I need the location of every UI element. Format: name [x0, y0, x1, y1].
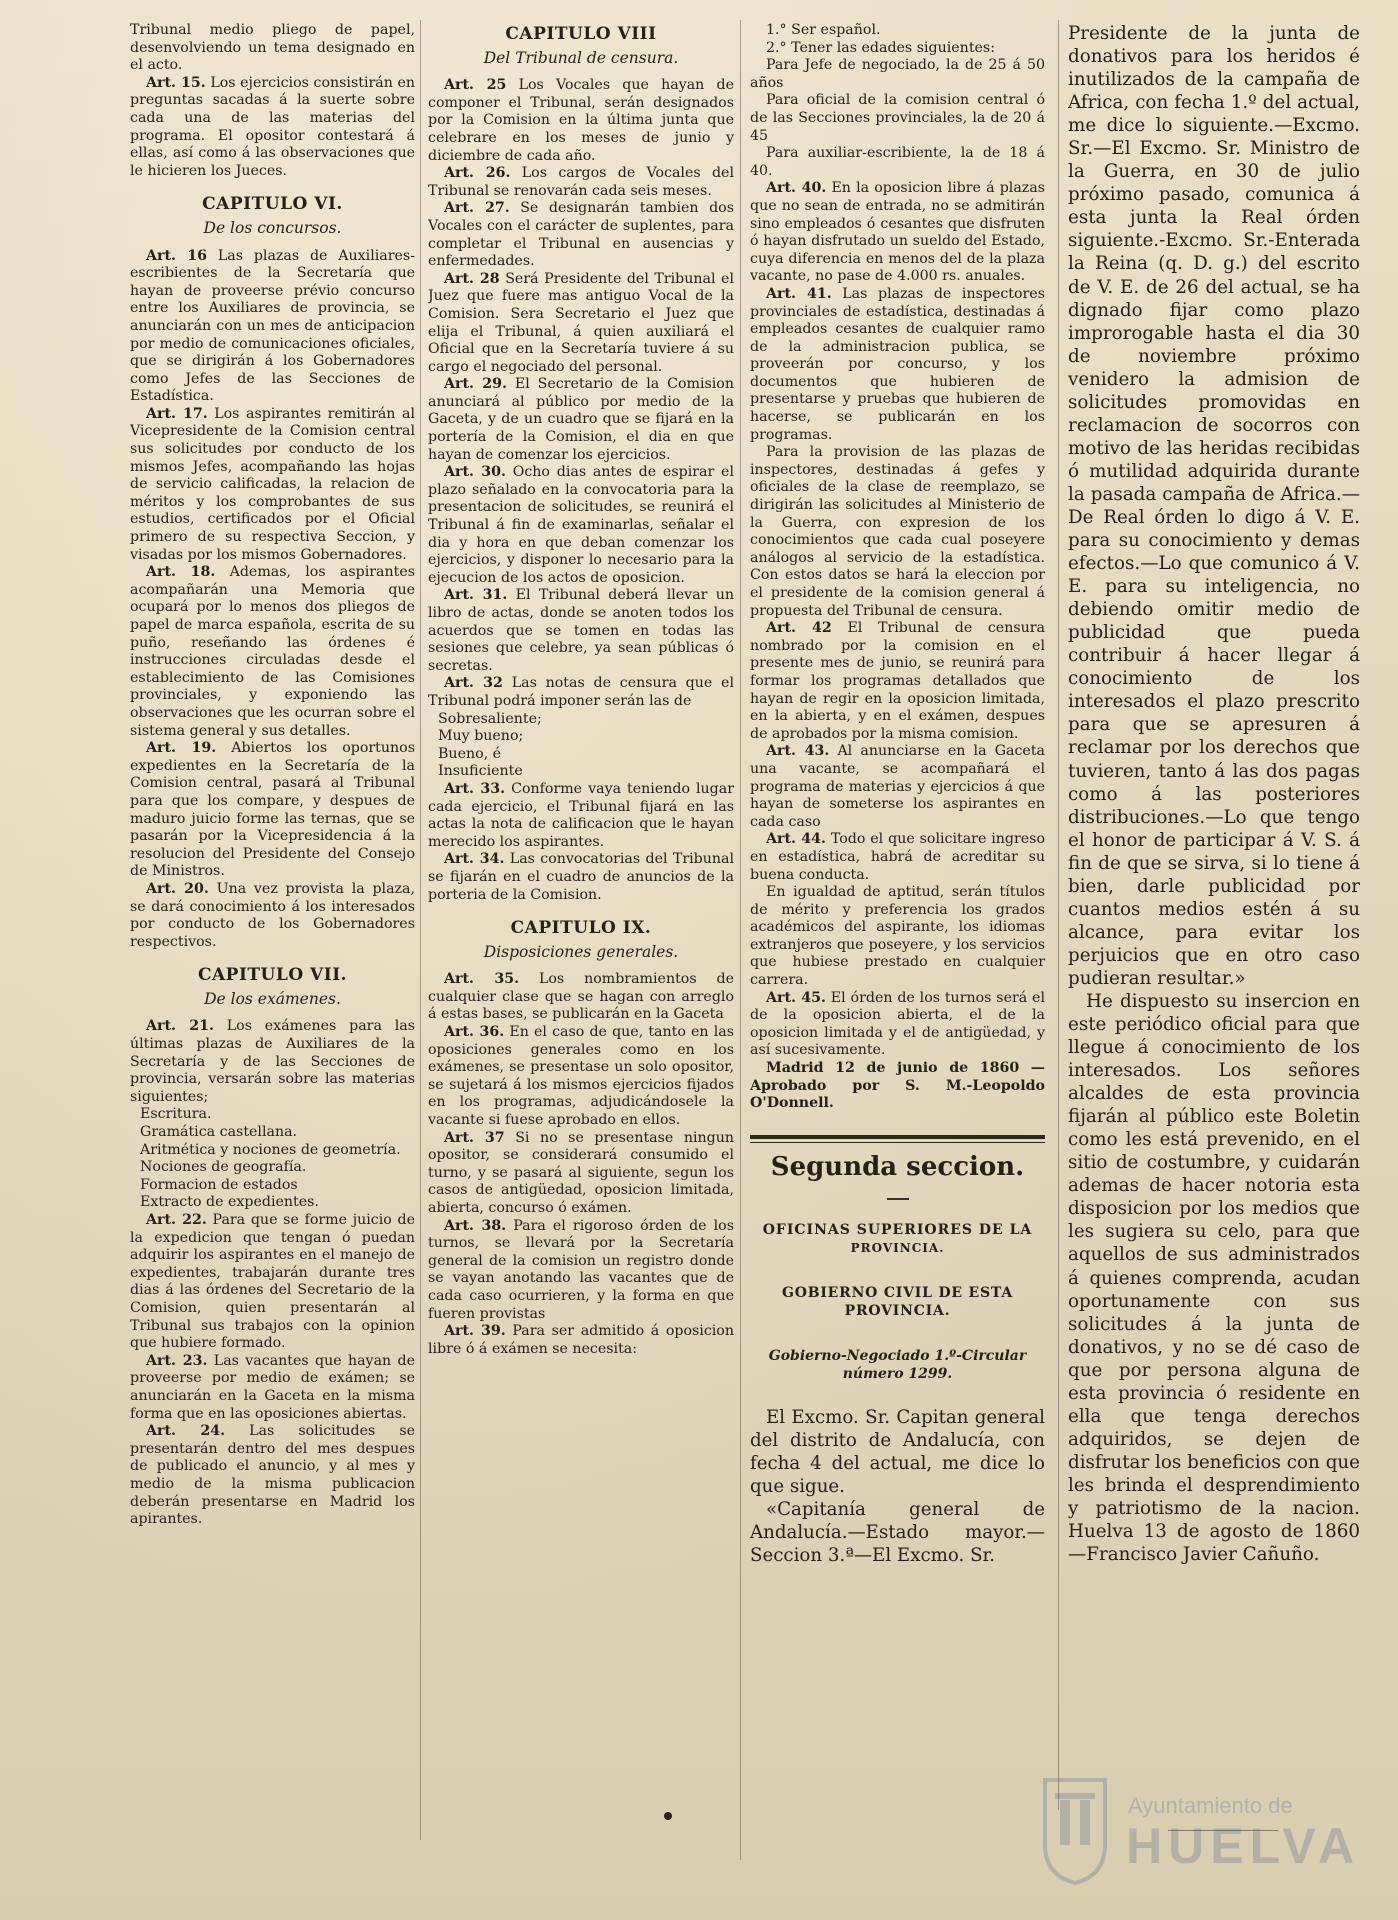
- art37-paragraph: [428, 1130, 734, 1218]
- dash-divider: [750, 1188, 1045, 1206]
- art18-label: Art. 18.: [146, 564, 216, 581]
- art45-label: Art. 45.: [766, 989, 826, 1006]
- col4-continued-paragraph: Presidente de la junta de donativos para los heridos é inutilizados de la campaña de Africa, con fecha 1.º del actual, me dice lo siguiente.—Excmo. Sr.—El Excmo. Sr. Ministro de la Guerra, en 30 de julio próximo pasado, comunica á esta junta la Real órden siguiente.-Excmo. Sr.-Enterada la Reina (q. D. g.) del escrito de V. E. de 26 del actual, se ha dignado fijar como plazo improrogable hasta el dia 30 de noviembre próximo venidero la admision de solicitudes promovidas en reclamacion de socorros con motivo de las heridas recibidas ó mutilidad adquirida durante la pasada campaña de Africa.—De Real órden lo digo á V. E. para su conocimiento y demas efectos.—Lo que comunico á V. E. para su inteligencia, no debiendo omitir medio de publicidad que pueda contribuir á hacer llegar á conocimiento de los interesados el plazo prescrito para que se apresuren á reclamar por los derechos que tuvieren, tanto á las dos pagas como á las posteriores distribuciones.—Lo que tengo el honor de participar á V. S. á fin de que se sirva, si lo tiene á bien, darle publicidad por cuantos medios estén á su alcance, para evitar los perjuicios que en otro caso pudieran resultar.»: [1068, 23, 1360, 989]
- chapter-8-subtitle: Del Tribunal de censura.: [483, 48, 679, 67]
- col1-top-paragraph: Tribunal medio pliego de papel, desenvolviendo un tema designado en el acto.: [130, 22, 415, 74]
- art23-text: Las vacantes que hayan de proveerse por medio de exámen; se anunciarán en la Gaceta en la misma forma que en las oposiciones abiertas.: [130, 1352, 415, 1422]
- shield-icon: [1040, 1775, 1110, 1885]
- end-rule: [1168, 1830, 1278, 1831]
- art27-text: Se designarán tambien dos Vocales con el carácter de suplentes, para completar el Tribunal en ausencias y enfermedades.: [428, 200, 734, 270]
- age-requirement: Para Jefe de negociado, la de 25 á 50 años: [750, 57, 1045, 91]
- art27-paragraph: [428, 200, 734, 270]
- art32-label: Art. 32: [444, 675, 503, 692]
- art16-paragraph: [130, 248, 415, 406]
- art39-label: Art. 39.: [444, 1323, 506, 1340]
- age-requirement: Para oficial de la comision central ó de las Secciones provinciales, la de 20 á 45: [750, 92, 1045, 144]
- censure-grades-list: [428, 711, 734, 781]
- art41-text: Las plazas de inspectores provinciales de estadística, destinadas á empleados cesantes de cualquier ramo de la administracion publica, se proveerán por concurso, y los documentos que hubieren de presentarse y pruebas que hubieren de hacerse, se publicarán en los programas.: [750, 285, 1045, 443]
- col4-closing-paragraph: He dispuesto su insercion en este periódico oficial para que llegue á conocimiento de los interesados. Los señores alcaldes de esta provincia fijarán al público este Boletin como les está prevenido, en el sitio de costumbre, y cuidarán ademas de hacer notoria esta disposicion por los medios que les sugiera su celo, para que aquellos de sus administrados á quienes comprenda, acudan oportunamente con sus solicitudes á la junta de donativos, y no se dé caso de que por persona alguna de esta provincia ó residente en ella que tenga derechos adquiridos, se dejen de disfrutar los beneficios con que les brinda el desprendimiento y patriotismo de la nacion. Huelva 13 de agosto de 1860 —Francisco Javier Cañuño.: [1068, 990, 1360, 1566]
- art34-paragraph: [428, 851, 734, 904]
- column-divider: [420, 20, 421, 1840]
- art22-label: Art. 22.: [146, 1212, 207, 1228]
- circular-quote: «Capitanía general de Andalucía.—Estado mayor.—Seccion 3.ª—El Excmo. Sr.: [750, 1498, 1045, 1566]
- art43-paragraph: [750, 743, 1045, 831]
- art33-label: Art. 33.: [444, 780, 506, 797]
- list-item: Nociones de geografía.: [140, 1159, 307, 1176]
- art27-label: Art. 27.: [444, 200, 510, 217]
- list-item: Escritura.: [140, 1106, 212, 1123]
- art24-text: Las solicitudes se presentarán dentro del mes despues de publicado el anuncio, y al mes y medio de la misma publicacion deberán presentarse en Madrid los apirantes.: [130, 1423, 415, 1528]
- list-item: Extracto de expedientes.: [140, 1194, 319, 1211]
- art38-paragraph: [428, 1218, 734, 1324]
- art29-paragraph: [428, 376, 734, 464]
- column-divider: [1058, 20, 1059, 1810]
- art29-label: Art. 29.: [444, 376, 507, 393]
- provision-paragraph: Para la provision de las plazas de inspectores, destinadas á gefes y oficiales de la clase de reemplazo, se dirigirán las solicitudes al Ministerio de la Guerra, con expresion de los conocimientos que cada cual poseyere análogos al servicio de la estadística. Con estos datos se hará la eleccion por el presidente de la comision general á propuesta del Tribunal de censura.: [750, 444, 1045, 619]
- art42-paragraph: [750, 620, 1045, 743]
- circular-number: Gobierno-Negociado 1.º-Circular número 1299.: [768, 1348, 1027, 1382]
- exam-subjects-list: [130, 1106, 415, 1212]
- column-4: [1068, 22, 1360, 1566]
- art45-text: El órden de los turnos será el de la oposicion abierta, el de la oposicion limitada y el de antigüedad, y así sucesivamente.: [750, 989, 1045, 1059]
- art40-text: En la oposicion libre á plazas que no sean de entrada, no se admitirán sino empleados ó cesantes que disfruten ó hayan disfrutado un sueldo del Estado, cuya diferencia en menos del de la plaza vacante, no pase de 4.000 rs. anuales.: [750, 180, 1045, 285]
- art19-paragraph: [130, 740, 415, 881]
- art20-paragraph: [130, 881, 415, 951]
- art43-text: Al anunciarse en la Gaceta una vacante, se acompañará el programa de materias y ejercicios á que hayan de someterse los aspirantes en cada caso: [750, 743, 1045, 830]
- art28-text: Será Presidente del Tribunal el Juez que fuere mas antiguo Vocal de la Comision. Sera Secretario el Juez que elija el Tribunal, á quien auxiliará el Oficial que en la Secretaría tuviere á su cargo el negociado del personal.: [428, 270, 734, 375]
- watermark-line1: Ayuntamiento de: [1128, 1793, 1293, 1818]
- art19-label: Art. 19.: [146, 740, 217, 757]
- art30-label: Art. 30.: [444, 464, 506, 481]
- art25-paragraph: [428, 77, 734, 165]
- watermark-line2: HUELVA: [1126, 1818, 1361, 1874]
- art33-paragraph: [428, 781, 734, 851]
- column-3: [750, 22, 1045, 1567]
- art21-label: Art. 21.: [146, 1018, 214, 1035]
- art35-paragraph: [428, 971, 734, 1024]
- equality-paragraph: En igualdad de aptitud, serán títulos de mérito y preferencia los grados académicos del aspirante, los idiomas extranjeros que poseyere, y los servicios que hubiese prestado en cualquier carrera.: [750, 884, 1045, 989]
- list-item: Gramática castellana.: [140, 1124, 298, 1141]
- section-title: Segunda seccion.: [770, 1151, 1025, 1182]
- art19-text: Abiertos los oportunos expedientes en la Secretaría de la Comision central, pasará al Tribunal para que los compare, y despues de maduro juicio forme las ternas, que se pasarán por la Vicepresidencia á la resolucion del Presidente del Consejo de Ministros.: [130, 740, 415, 880]
- art28-label: Art. 28: [444, 270, 500, 287]
- art20-text: Una vez provista la plaza, se dará conocimiento á los interesados por conducto de los Gobernadores respectivos.: [130, 880, 415, 950]
- art39-paragraph: [428, 1323, 734, 1358]
- column-1: [130, 22, 415, 1529]
- art34-label: Art. 34.: [444, 851, 505, 868]
- art15-label: Art. 15.: [146, 74, 206, 91]
- art35-label: Art. 35.: [444, 971, 520, 988]
- art37-label: Art. 37: [444, 1129, 505, 1146]
- art26-text: Los cargos de Vocales del Tribunal se renovarán cada seis meses.: [428, 165, 734, 199]
- list-item: Formacion de estados: [140, 1176, 298, 1193]
- list-item: Insuficiente: [438, 763, 523, 780]
- list-item: Muy bueno;: [438, 728, 524, 745]
- art32-text: Las notas de censura que el Tribunal podrá imponer serán las de: [428, 675, 734, 709]
- art40-label: Art. 40.: [766, 180, 827, 197]
- requirement-2: 2.° Tener las edades siguientes:: [766, 39, 995, 56]
- art24-label: Art. 24.: [146, 1423, 226, 1440]
- art38-text: Para el rigoroso órden de los turnos, se llevará por la Secretaría general de la comision un registro donde se vayan anotando las vacantes que de cada caso ocurrieren, y la forma en que fueren provistas: [428, 1217, 734, 1322]
- chapter-7-subtitle: De los exámenes.: [204, 989, 341, 1008]
- chapter-6-title: CAPITULO VI.: [202, 194, 343, 215]
- chapter-7-title: CAPITULO VII.: [197, 965, 348, 986]
- art43-label: Art. 43.: [766, 743, 830, 760]
- art23-label: Art. 23.: [146, 1352, 208, 1369]
- art30-paragraph: [428, 464, 734, 587]
- art35-text: Los nombramientos de cualquier clase que se hagan con arreglo á estas bases, se publicarán en la Gaceta: [428, 971, 734, 1023]
- column-divider: [740, 20, 741, 1860]
- art38-label: Art. 38.: [444, 1217, 507, 1234]
- art42-text: El Tribunal de censura nombrado por la comision en el presente mes de junio, se reunirá para formar los programas detallados que hayan de regir en la oposicion limitada, en la abierta, y en el exámen, despues de aprobados por la misma comision.: [750, 620, 1045, 742]
- art32-paragraph: [428, 675, 734, 710]
- province-header: PROVINCIA.: [850, 1240, 945, 1255]
- art21-paragraph: [130, 1018, 415, 1106]
- art26-label: Art. 26.: [444, 165, 511, 182]
- art26-paragraph: [428, 165, 734, 200]
- art22-text: Para que se forme juicio de la expedicion que tengan ó puedan adquirir los aspirantes en el manejo de expedientes, trabajarán durante tres dias á las órdenes del Secretario de la Comision, quien presentarán al Tribunal sus trabajos con la opinion que hubiere formado.: [130, 1212, 415, 1352]
- chapter-8-title: CAPITULO VIII: [505, 24, 657, 44]
- art39-text: Para ser admitido á oposicion libre ó á exámen se necesita:: [428, 1323, 734, 1357]
- art40-paragraph: [750, 180, 1045, 286]
- art25-label: Art. 25: [444, 77, 507, 94]
- art44-label: Art. 44.: [766, 831, 826, 848]
- art16-label: Art. 16: [146, 247, 207, 264]
- art30-text: Ocho dias antes de espirar el plazo señalado en la convocatoria para la presentacion de solicitudes, se reunirá el Tribunal á fin de examinarlas, señalar el dia y hora en que deban comenzar los ejercicios, y disponer lo necesario para la ejecucion de los actos de oposicion.: [428, 464, 734, 586]
- art18-paragraph: [130, 564, 415, 740]
- art15-text: Los ejercicios consistirán en preguntas sacadas á la suerte sobre cada una de las materias del programa. El opositor contestará á ellas, así como á las observaciones que le hicieren los Jueces.: [130, 74, 415, 179]
- offices-header: OFICINAS SUPERIORES DE LA: [762, 1222, 1033, 1238]
- art21-text: Los exámenes para las últimas plazas de Auxiliares de la Secretaría y de las Secciones de provincia, versarán sobre las materias siguientes;: [130, 1018, 415, 1105]
- civil-government-header: GOBIERNO CIVIL DE ESTA PROVINCIA.: [781, 1285, 1014, 1319]
- art31-text: El Tribunal deberá llevar un libro de actas, donde se anoten todos los acuerdos que se tomen en todas las sesiones que celebre, ya sean públicas ó secretas.: [428, 587, 734, 674]
- chapter-9-subtitle: Disposiciones generales.: [483, 942, 679, 961]
- signature-line: Madrid 12 de junio de 1860 — Aprobado por S. M.-Leopoldo O'Donnell.: [750, 1060, 1045, 1112]
- page-bullet: [664, 1812, 672, 1820]
- art17-label: Art. 17.: [146, 405, 208, 422]
- art31-label: Art. 31.: [444, 587, 508, 604]
- art25-text: Los Vocales que hayan de componer el Tribunal, serán designados por la Comision en la última junta que celebrare en los meses de junio y diciembre de cada año.: [428, 77, 734, 164]
- art17-text: Los aspirantes remitirán al Vicepresidente de la Comision central sus solicitudes por conducto de los mismos Jefes, acompañando las hojas de servicio calificadas, la relacion de méritos y los comprobantes de sus estudios, certificados por el Oficial primero de su respectiva Seccion, y visadas por los mismos Gobernadores.: [130, 405, 415, 563]
- art22-paragraph: [130, 1212, 415, 1353]
- requirement-1: 1.° Ser español.: [766, 22, 881, 38]
- art20-label: Art. 20.: [146, 880, 209, 897]
- art16-text: Las plazas de Auxiliares-escribientes de la Secretaría que hayan de proveerse prévio concurso entre los Auxiliares de provincia, se anunciarán con un mes de anticipacion por medio de comunicaciones oficiales, que se dirigirán á los Gobernadores como Jefes de las Secciones de Estadística.: [130, 247, 415, 405]
- art17-paragraph: [130, 406, 415, 564]
- list-item: Sobresaliente;: [438, 710, 542, 727]
- art33-text: Conforme vaya teniendo lugar cada ejercicio, el Tribunal fijará en las actas la nota de calificacion que le hayan merecido los aspirantes.: [428, 780, 734, 850]
- art34-text: Las convocatorias del Tribunal se fijarán en el cuadro de anuncios de la porteria de la Comision.: [428, 851, 734, 903]
- art42-label: Art. 42: [766, 620, 832, 637]
- art37-text: Si no se presentase ningun opositor, se considerará consumido el turno, y se pasará al siguiente, segun los casos de antigüedad, oposicion limitada, abierta, concurso ó exámen.: [428, 1129, 734, 1216]
- art44-paragraph: [750, 831, 1045, 884]
- list-item: Bueno, é: [438, 745, 502, 762]
- list-item: Aritmética y nociones de geometría.: [140, 1141, 401, 1158]
- art36-label: Art. 36.: [444, 1024, 505, 1041]
- art41-paragraph: [750, 286, 1045, 444]
- art28-paragraph: [428, 271, 734, 377]
- watermark-logo: [1040, 1765, 1390, 1915]
- art24-paragraph: [130, 1423, 415, 1529]
- circular-body: El Excmo. Sr. Capitan general del distrito de Andalucía, con fecha 4 del actual, me dice lo que sigue.: [750, 1406, 1045, 1497]
- art36-paragraph: [428, 1024, 734, 1130]
- chapter-6-subtitle: De los concursos.: [203, 218, 342, 237]
- art41-label: Art. 41.: [766, 285, 832, 302]
- art44-text: Todo el que solicitare ingreso en estadística, habrá de acreditar su buena conducta.: [750, 831, 1045, 883]
- art15-paragraph: [130, 75, 415, 181]
- chapter-9-title: CAPITULO IX.: [510, 918, 652, 939]
- column-2: [428, 22, 734, 1358]
- art18-text: Ademas, los aspirantes acompañarán una Memoria que ocupará por lo menos dos pliegos de papel de marca española, escrita de su puño, reseñando las órdenes é instrucciones circuladas desde el establecimiento de las Comisiones provinciales, y exponiendo las observaciones que les ocurran sobre el sistema general y sus detalles.: [130, 564, 415, 739]
- section-rule: [750, 1135, 1045, 1143]
- art31-paragraph: [428, 587, 734, 675]
- art45-paragraph: [750, 990, 1045, 1060]
- art29-text: El Secretario de la Comision anunciará al público por medio de la Gaceta, y de un cuadro que se fijará en la portería de la Comision, el dia en que hayan de comenzar los ejercicios.: [428, 376, 734, 463]
- age-requirement: Para auxiliar-escribiente, la de 18 á 40.: [750, 145, 1045, 179]
- art36-text: En el caso de que, tanto en las oposiciones generales como en los exámenes, se presentase un solo opositor, se sujetará á los mismos ejercicios fijados en los programas, adjudicándosele la vacante si fuese aprobado en ellos.: [428, 1024, 734, 1129]
- art23-paragraph: [130, 1353, 415, 1423]
